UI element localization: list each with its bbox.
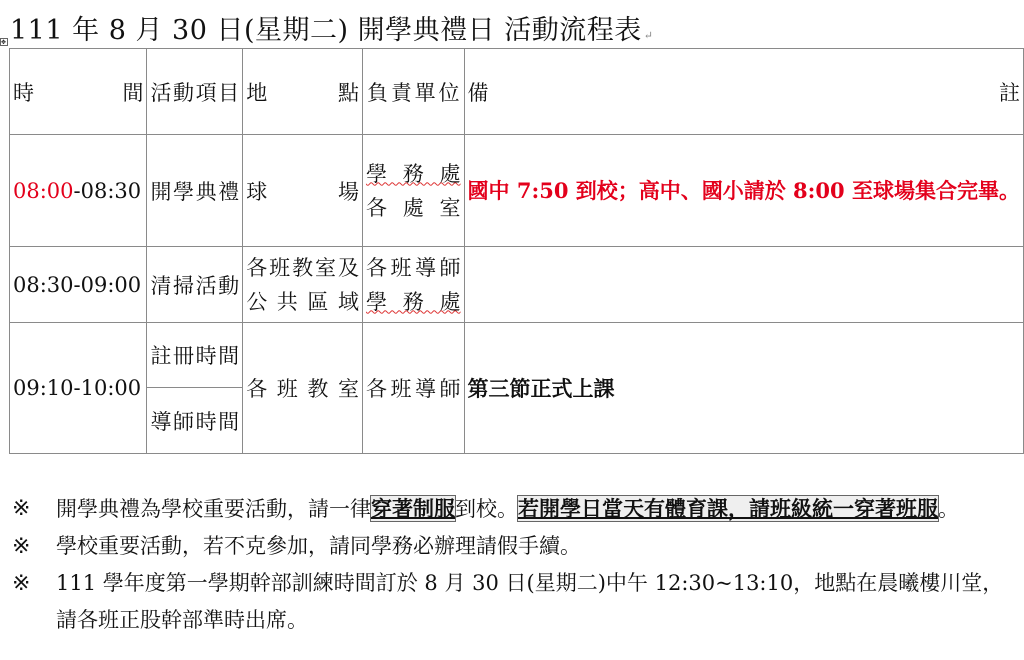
row1-activity: 開學典禮	[147, 135, 243, 247]
table-row	[10, 247, 1024, 323]
row1-unit-2: 各處室	[365, 195, 461, 220]
header-activity: 活動項目	[147, 49, 243, 135]
table-header-row	[10, 49, 1024, 135]
row1-unit	[362, 135, 464, 247]
note-item-2	[12, 528, 1012, 565]
header-note	[464, 49, 1023, 135]
table-row	[10, 323, 1024, 388]
row2-place-1: 各班教室及	[246, 255, 359, 280]
row1-note: 國中 7:50 到校；高中、國小請於 8:00 至球場集合完畢。	[464, 135, 1023, 247]
note-3-text: 111 學年度第一學期幹部訓練時間訂於 8 月 30 日(星期二)中午 12:30~13:10，地點在晨曦樓川堂，請各班正股幹部準時出席。	[56, 571, 1004, 632]
page-title	[10, 8, 653, 47]
reference-mark-icon: ※	[12, 534, 31, 559]
table-move-handle-icon[interactable]: ✥	[1, 39, 7, 46]
header-unit: 負責單位	[362, 49, 464, 135]
row3-unit: 各班導師	[362, 323, 464, 454]
row1-time-end: -08:30	[73, 178, 142, 203]
row1-time	[10, 135, 147, 247]
notes-section	[12, 490, 1012, 639]
row1-place: 球場	[243, 135, 363, 247]
row1-time-start: 08:00	[13, 178, 74, 203]
row1-unit-1: 學務處	[365, 161, 461, 186]
table-row	[10, 135, 1024, 247]
row2-place	[243, 247, 363, 323]
reference-mark-icon: ※	[12, 571, 31, 596]
paragraph-mark-icon: ↵	[643, 29, 654, 42]
row2-unit	[362, 247, 464, 323]
row3-note: 第三節正式上課	[464, 323, 1023, 454]
note-item-1	[12, 490, 1012, 528]
note-1-class-uniform: 若開學日當天有體育課，請班級統一穿著班服	[518, 496, 938, 521]
note-1-part-e: 。	[938, 497, 959, 521]
row2-note	[464, 247, 1023, 323]
row2-unit-1: 各班導師	[365, 255, 461, 280]
note-item-3	[12, 565, 1012, 639]
row3-time: 09:10-10:00	[10, 323, 147, 454]
row2-unit-2: 學務處	[365, 289, 461, 314]
row3-activity-1: 註冊時間	[147, 323, 243, 388]
title-text: 111 年 8 月 30 日(星期二) 開學典禮日 活動流程表	[10, 15, 642, 46]
row2-activity: 清掃活動	[147, 247, 243, 323]
schedule-table	[9, 48, 1024, 454]
note-2-text: 學校重要活動，若不克參加，請同學務必辦理請假手續。	[56, 534, 581, 558]
note-1-part-c: 到校。	[455, 497, 518, 521]
row3-place: 各班教室	[243, 323, 363, 454]
note-1-part-a: 開學典禮為學校重要活動，請一律	[56, 497, 371, 521]
reference-mark-icon: ※	[12, 496, 31, 521]
row2-place-2: 公共區域	[246, 289, 359, 314]
note-1-uniform: 穿著制服	[371, 496, 455, 521]
header-time: 時間	[10, 49, 147, 135]
header-place: 地點	[243, 49, 363, 135]
note-1-text	[56, 490, 1012, 528]
row3-activity-2: 導師時間	[147, 388, 243, 454]
header-note-label: 備註	[467, 80, 1020, 105]
row2-time: 08:30-09:00	[10, 247, 147, 323]
